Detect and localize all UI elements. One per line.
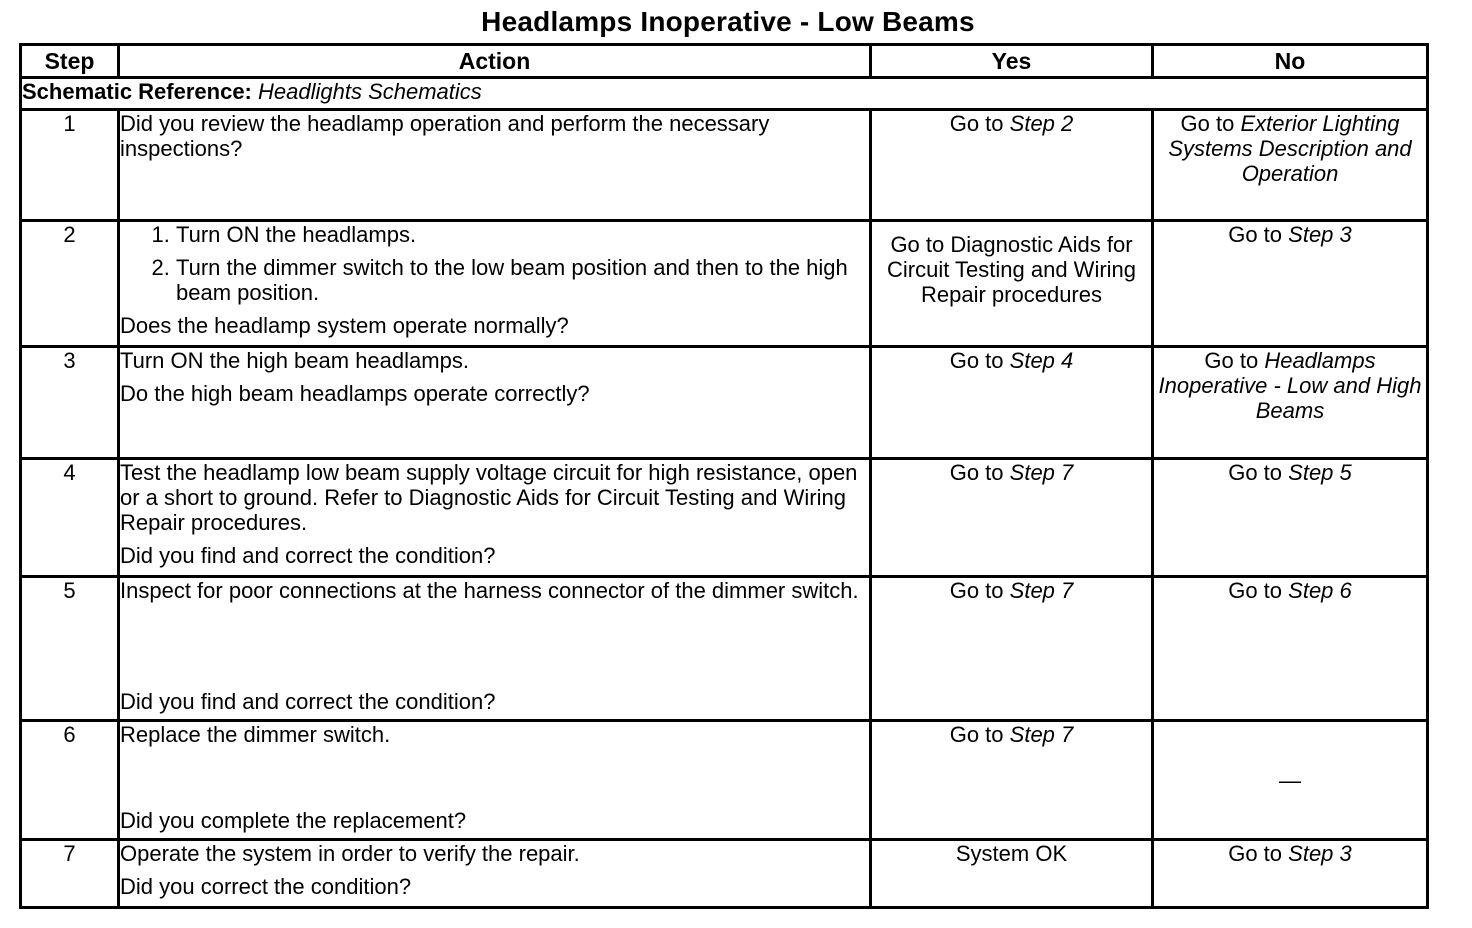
no-prefix: Go to xyxy=(1228,460,1283,485)
step-number: 6 xyxy=(21,721,119,840)
no-cell xyxy=(1153,721,1428,840)
step-number: 1 xyxy=(21,110,119,221)
action-text: Operate the system in order to verify the repair. xyxy=(120,841,580,866)
no-cell xyxy=(1153,347,1428,459)
schematic-reference xyxy=(21,78,1428,110)
action-question: Did you find and correct the condition? xyxy=(120,543,496,568)
action-cell xyxy=(119,347,871,459)
yes-cell xyxy=(871,110,1153,221)
no-link[interactable]: Step 3 xyxy=(1288,222,1352,247)
table-row xyxy=(21,110,1428,221)
no-cell xyxy=(1153,577,1428,721)
yes-prefix: Go to xyxy=(949,722,1004,747)
action-question: Did you correct the condition? xyxy=(120,874,412,899)
action-question: Did you find and correct the condition? xyxy=(120,689,496,714)
step-number: 4 xyxy=(21,459,119,577)
yes-link[interactable]: Step 7 xyxy=(1009,578,1074,603)
yes-cell xyxy=(871,221,1153,347)
yes-text[interactable]: Go to Diagnostic Aids for Circuit Testing and Wiring Repair procedures xyxy=(886,232,1137,307)
table-row xyxy=(21,221,1428,347)
action-text: Turn ON the high beam headlamps. xyxy=(120,348,469,373)
yes-text: System OK xyxy=(955,841,1068,866)
no-prefix: Go to xyxy=(1228,841,1283,866)
table-row xyxy=(21,459,1428,577)
table-row xyxy=(21,721,1428,840)
action-list xyxy=(120,222,869,305)
yes-cell xyxy=(871,347,1153,459)
action-cell xyxy=(119,577,871,721)
table-row xyxy=(21,347,1428,459)
step-number: 2 xyxy=(21,221,119,347)
yes-cell xyxy=(871,840,1153,908)
no-prefix: Go to xyxy=(1204,348,1259,373)
diagnostic-table xyxy=(19,43,1429,909)
no-cell xyxy=(1153,221,1428,347)
page-title: Headlamps Inoperative - Low Beams xyxy=(481,6,975,37)
schematic-label: Schematic Reference: xyxy=(22,79,252,104)
no-prefix: Go to xyxy=(1228,222,1283,247)
no-cell xyxy=(1153,110,1428,221)
yes-link[interactable]: Step 7 xyxy=(1009,460,1074,485)
action-text: Test the headlamp low beam supply voltage circuit for high resistance, open or a short to ground. Refer to Diagnostic Aids for Circuit Testing and Wiring Repair procedures. xyxy=(120,460,858,535)
action-text: Inspect for poor connections at the harness connector of the dimmer switch. xyxy=(120,578,859,603)
no-link[interactable]: Step 5 xyxy=(1288,460,1352,485)
action-question: Did you complete the replacement? xyxy=(120,808,467,833)
action-cell xyxy=(119,221,871,347)
schematic-link[interactable]: Headlights Schematics xyxy=(258,79,482,104)
yes-prefix: Go to xyxy=(949,111,1004,136)
yes-link[interactable]: Step 4 xyxy=(1009,348,1074,373)
header-yes: Yes xyxy=(871,45,1153,78)
header-action: Action xyxy=(119,45,871,78)
action-question: Do the high beam headlamps operate correctly? xyxy=(120,381,590,406)
yes-cell xyxy=(871,459,1153,577)
step-number: 3 xyxy=(21,347,119,459)
yes-cell xyxy=(871,577,1153,721)
step-number: 7 xyxy=(21,840,119,908)
no-prefix: Go to xyxy=(1180,111,1235,136)
action-cell xyxy=(119,840,871,908)
action-cell xyxy=(119,721,871,840)
schematic-reference-row xyxy=(21,78,1428,110)
table-row xyxy=(21,577,1428,721)
no-dash: — xyxy=(1279,767,1301,793)
step-number: 5 xyxy=(21,577,119,721)
yes-prefix: Go to xyxy=(949,578,1004,603)
yes-prefix: Go to xyxy=(949,460,1004,485)
header-row xyxy=(21,45,1428,78)
no-cell xyxy=(1153,840,1428,908)
header-step: Step xyxy=(21,45,119,78)
yes-link[interactable]: Step 7 xyxy=(1009,722,1074,747)
header-no: No xyxy=(1153,45,1428,78)
list-item: 2. Turn the dimmer switch to the low beam position and then to the high beam position. xyxy=(176,255,869,305)
yes-prefix: Go to xyxy=(949,348,1004,373)
no-link[interactable]: Step 6 xyxy=(1288,578,1352,603)
list-item: 1. Turn ON the headlamps. xyxy=(176,222,869,247)
no-link[interactable]: Step 3 xyxy=(1288,841,1352,866)
action-text: Did you review the headlamp operation and perform the necessary inspections? xyxy=(120,111,770,161)
yes-link[interactable]: Step 2 xyxy=(1009,111,1074,136)
no-cell xyxy=(1153,459,1428,577)
yes-cell xyxy=(871,721,1153,840)
action-cell xyxy=(119,459,871,577)
action-cell xyxy=(119,110,871,221)
no-link[interactable]: Headlamps Inoperative - Low and High Beams xyxy=(1158,348,1422,423)
no-prefix: Go to xyxy=(1228,578,1283,603)
action-text: Replace the dimmer switch. xyxy=(120,722,391,747)
table-row xyxy=(21,840,1428,908)
action-question: Does the headlamp system operate normally? xyxy=(120,313,569,338)
no-link[interactable]: Exterior Lighting Systems Description and Operation xyxy=(1168,111,1412,186)
